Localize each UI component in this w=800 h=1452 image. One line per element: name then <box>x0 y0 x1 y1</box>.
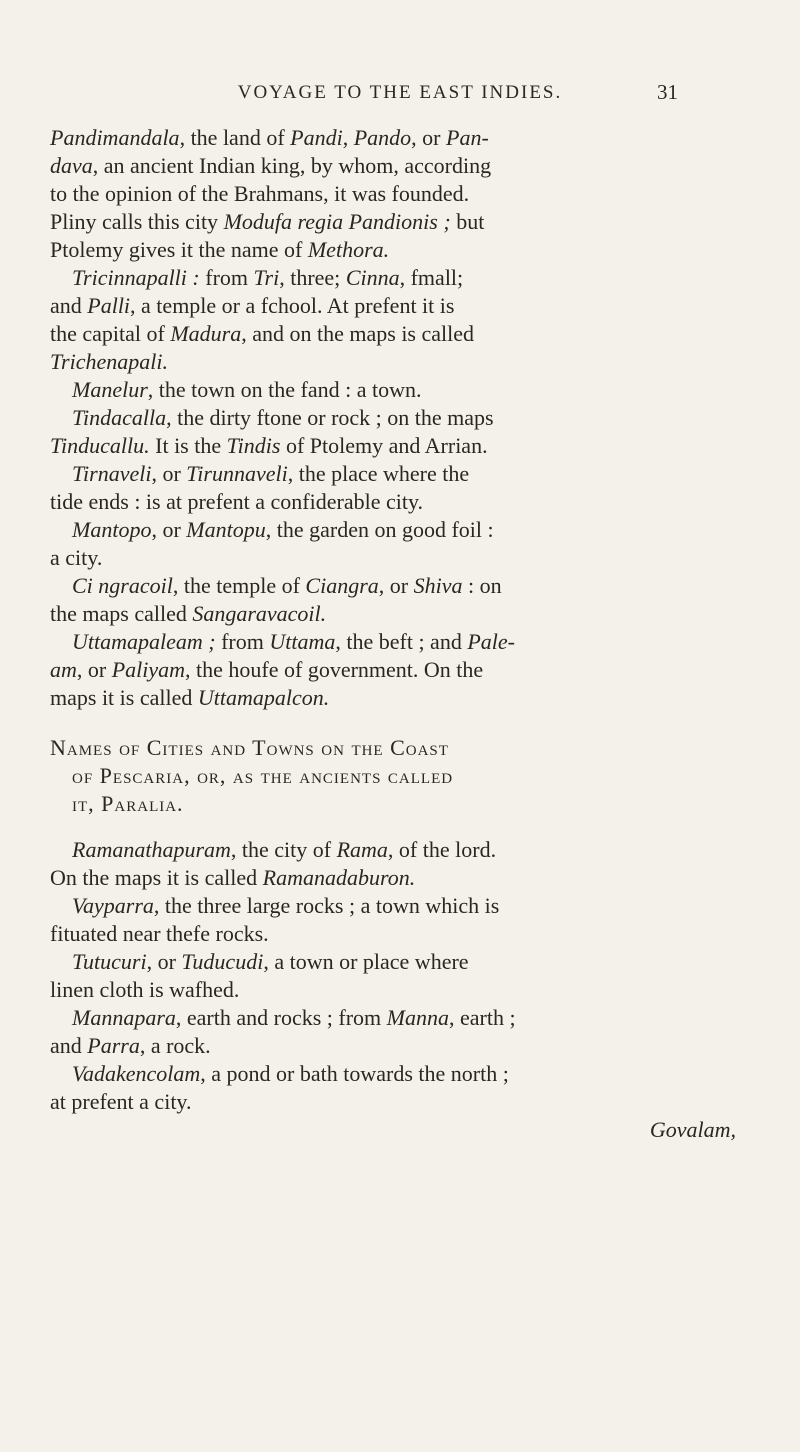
text-line <box>50 572 740 600</box>
text-line <box>50 348 740 376</box>
text-line <box>50 1004 740 1032</box>
text-run: fituated near thefe rocks. <box>50 921 269 946</box>
text-run: Ptolemy gives it the name of <box>50 237 308 262</box>
text-run: , an ancient Indian king, by whom, according <box>92 153 492 178</box>
text-run: , fmall; <box>399 265 464 290</box>
text-run: a city. <box>50 545 103 570</box>
italic-term: Tirunnaveli <box>186 461 288 486</box>
italic-term: Cinna <box>345 265 400 290</box>
text-line <box>50 656 740 684</box>
text-run: the maps called <box>50 601 193 626</box>
text-run: : on <box>462 573 502 598</box>
text-line <box>50 976 740 1004</box>
italic-term: Pandimandala <box>50 125 180 150</box>
text-run: of Ptolemy and Arrian. <box>280 433 488 458</box>
text-run: , the town on the fand : a town. <box>147 377 422 402</box>
italic-term: Vayparra <box>72 893 154 918</box>
text-run: , the houfe of government. On the <box>185 657 484 682</box>
text-line <box>50 376 740 404</box>
text-line <box>50 208 740 236</box>
text-line <box>50 292 740 320</box>
italic-term: Parra <box>87 1033 140 1058</box>
text-run: , and on the maps is called <box>241 321 475 346</box>
text-run: , the three large rocks ; a town which is <box>153 893 500 918</box>
running-head: VOYAGE TO THE EAST INDIES. <box>237 82 563 103</box>
text-line <box>50 180 740 208</box>
text-line <box>50 236 740 264</box>
text-run: and <box>50 293 88 318</box>
italic-term: Mantopu <box>186 517 266 542</box>
text-run: On the maps it is called <box>50 865 263 890</box>
section-heading-line <box>50 734 740 762</box>
text-run: , a rock. <box>139 1033 211 1058</box>
text-run: but <box>450 209 485 234</box>
text-run: maps it is called <box>50 685 198 710</box>
italic-term: Manna <box>386 1005 449 1030</box>
italic-term: Shiva <box>413 573 463 598</box>
text-run: , the city of <box>230 837 337 862</box>
text-line <box>50 684 740 712</box>
italic-term: Tricinnapalli : <box>72 265 200 290</box>
text-line <box>50 1116 740 1144</box>
text-line <box>50 152 740 180</box>
text-line <box>50 516 740 544</box>
text-run: , three; <box>279 265 346 290</box>
italic-term: Pando <box>353 125 412 150</box>
text-run: to the opinion of the Brahmans, it was founded. <box>50 181 470 206</box>
italic-term: Tindis <box>226 433 281 458</box>
italic-term: Ci ngracoil <box>72 573 173 598</box>
text-line <box>50 264 740 292</box>
italic-term: Sangaravacoil. <box>192 601 327 626</box>
italic-term: Vadakencolam <box>72 1061 201 1086</box>
italic-term: Trichenapali. <box>50 349 168 374</box>
italic-term: Uttamapaleam ; <box>72 629 216 654</box>
text-line <box>50 1088 740 1116</box>
italic-term: Mannapara <box>72 1005 176 1030</box>
italic-term: Tuducudi <box>181 949 264 974</box>
italic-term: dava <box>50 153 93 178</box>
page-number: 31 <box>657 80 678 104</box>
text-line <box>50 124 740 152</box>
italic-term: Tutucuri <box>72 949 147 974</box>
italic-term: Rama <box>336 837 388 862</box>
italic-term: Pan- <box>446 125 489 150</box>
text-run: linen cloth is wafhed. <box>50 977 240 1002</box>
text-run: It is the <box>149 433 227 458</box>
italic-term: Pale- <box>467 629 515 654</box>
text-run: , or <box>151 461 187 486</box>
heading-text: Names of Cities and Towns on the Coast <box>50 735 449 760</box>
text-run: , a temple or a fchool. At prefent it is <box>130 293 455 318</box>
text-line <box>50 404 740 432</box>
text-run: , the place where the <box>287 461 470 486</box>
text-line <box>50 1032 740 1060</box>
italic-term: Mantopo <box>72 517 152 542</box>
italic-term: Palli <box>87 293 131 318</box>
text-run: , a town or place where <box>263 949 469 974</box>
body-text <box>50 124 740 1144</box>
italic-term: Modufa regia Pandionis ; <box>223 209 451 234</box>
text-line <box>50 488 740 516</box>
text-line <box>50 836 740 864</box>
text-run: tide ends : is at prefent a confiderable city. <box>50 489 424 514</box>
text-run: , or <box>146 949 182 974</box>
text-run: and <box>50 1033 88 1058</box>
text-line <box>50 864 740 892</box>
italic-term: Madura <box>170 321 242 346</box>
text-run: , or <box>151 517 187 542</box>
italic-term: Manelur <box>72 377 148 402</box>
italic-term: Methora. <box>307 237 390 262</box>
italic-term: Uttama <box>269 629 336 654</box>
italic-term: am <box>50 657 77 682</box>
italic-term: Ramanadaburon. <box>262 865 416 890</box>
text-line <box>50 920 740 948</box>
text-run: , the temple of <box>172 573 306 598</box>
text-run: , the beft ; and <box>335 629 468 654</box>
text-line <box>50 600 740 628</box>
text-run: , earth and rocks ; from <box>175 1005 387 1030</box>
italic-term: Paliyam <box>111 657 186 682</box>
text-run: , or <box>411 125 446 150</box>
italic-term: Ramanathapuram <box>72 837 231 862</box>
italic-term: Pandi <box>290 125 343 150</box>
text-run: Pliny calls this city <box>50 209 224 234</box>
text-line <box>50 628 740 656</box>
text-run: the capital of <box>50 321 171 346</box>
italic-term: Tri <box>253 265 280 290</box>
heading-text: it, Paralia. <box>72 791 184 816</box>
section-heading-line <box>50 790 740 818</box>
italic-term: Govalam, <box>649 1117 736 1142</box>
text-line <box>50 892 740 920</box>
text-line <box>50 432 740 460</box>
text-line <box>50 948 740 976</box>
text-line <box>50 1060 740 1088</box>
text-run: at prefent a city. <box>50 1089 192 1114</box>
text-run: , the dirty ftone or rock ; on the maps <box>166 405 494 430</box>
italic-term: Uttamapalcon. <box>197 685 330 710</box>
italic-term: Tindacalla <box>72 405 167 430</box>
text-run: , or <box>378 573 414 598</box>
text-line <box>50 544 740 572</box>
text-run: , earth ; <box>448 1005 516 1030</box>
text-run: , or <box>76 657 112 682</box>
text-run: , <box>342 125 354 150</box>
text-run: from <box>199 265 254 290</box>
text-line <box>50 460 740 488</box>
text-line <box>50 762 740 790</box>
italic-term: Tirnaveli <box>72 461 152 486</box>
text-line <box>50 320 740 348</box>
text-run: , the land of <box>179 125 291 150</box>
text-run: , of the lord. <box>387 837 497 862</box>
italic-term: Tinducallu. <box>50 433 150 458</box>
text-run: , the garden on good foil : <box>265 517 494 542</box>
heading-text: of Pescaria, or, as the ancients called <box>72 763 454 788</box>
italic-term: Ciangra <box>305 573 379 598</box>
text-run: , a pond or bath towards the north ; <box>200 1061 509 1086</box>
text-run: from <box>215 629 270 654</box>
